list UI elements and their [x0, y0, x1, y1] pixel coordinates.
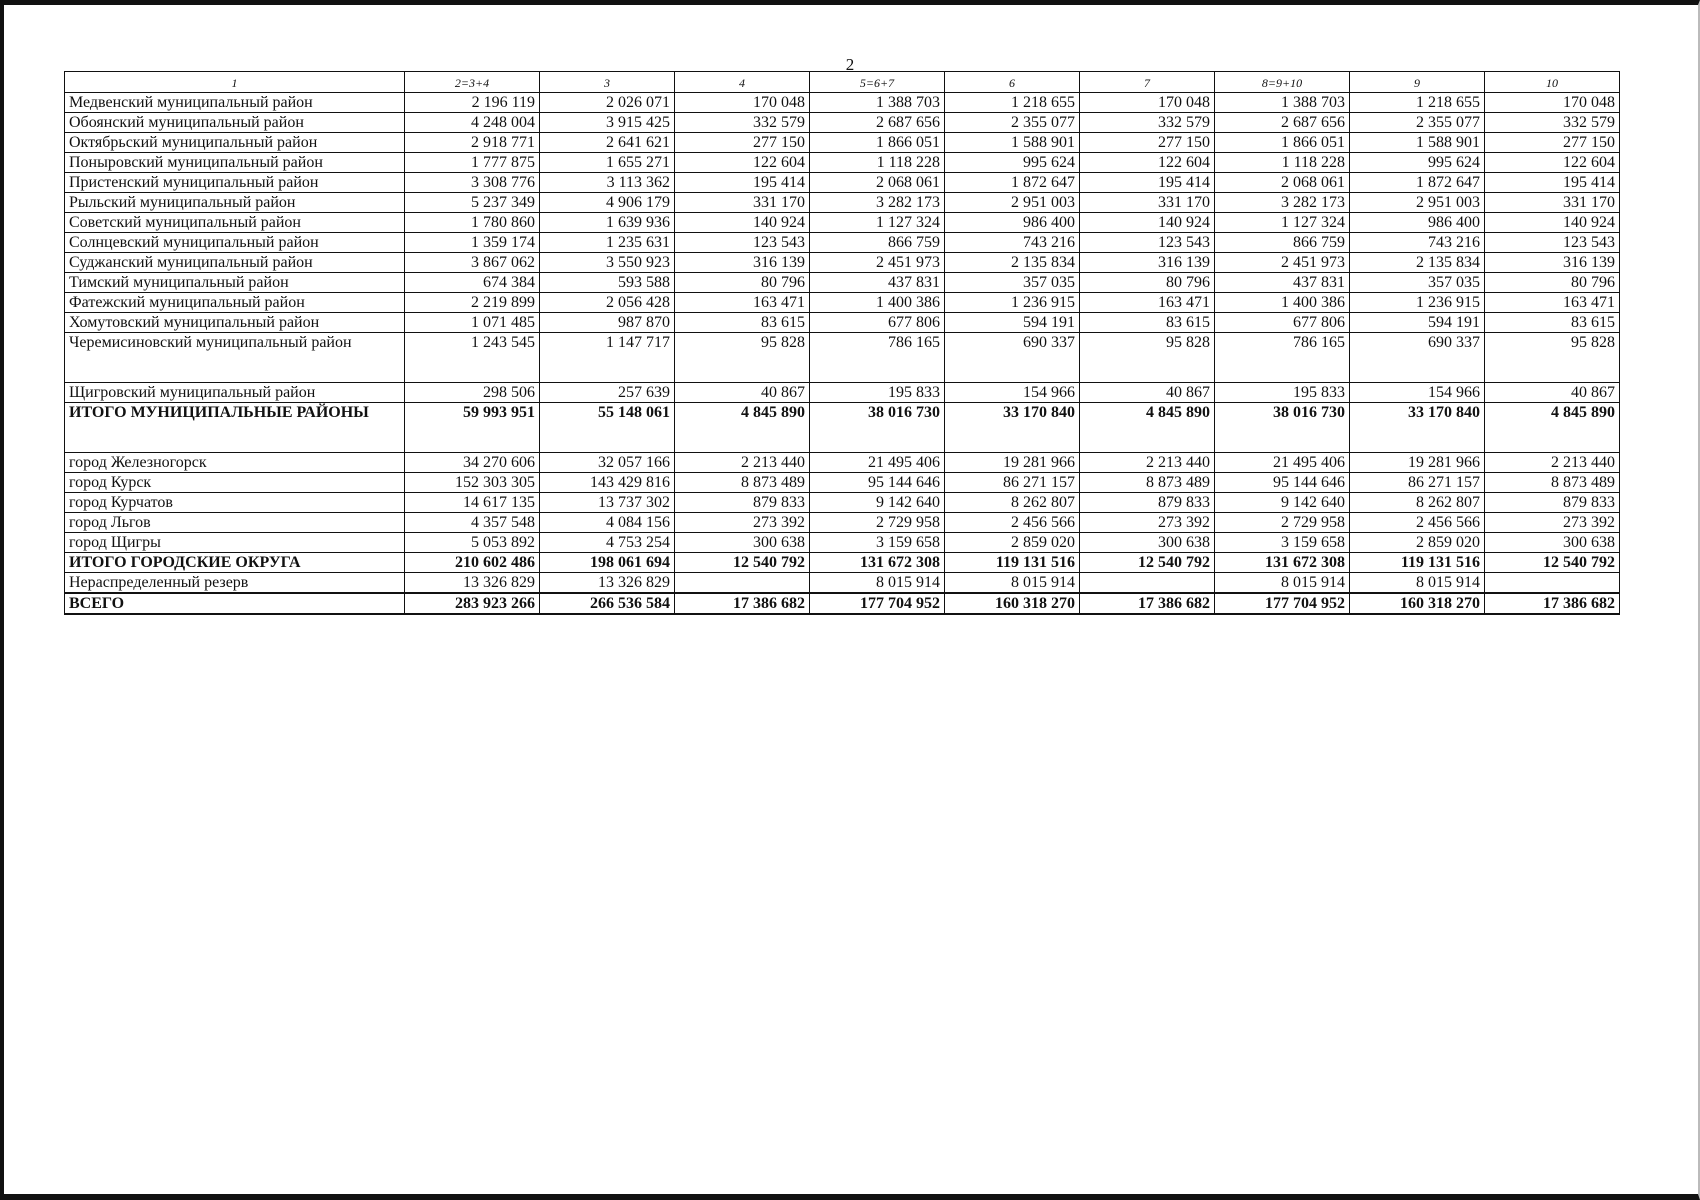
value-cell-col-7: 170 048 [1080, 93, 1215, 113]
table-row [65, 573, 1620, 594]
value-cell-col-9: 357 035 [1350, 273, 1485, 293]
header-col-6: 6 [945, 72, 1080, 93]
value-cell-col-8: 2 729 958 [1215, 513, 1350, 533]
value-cell-col-10: 2 213 440 [1485, 453, 1620, 473]
value-cell-col-9: 154 966 [1350, 383, 1485, 403]
value-cell-col-3: 143 429 816 [540, 473, 675, 493]
value-cell-col-6: 8 015 914 [945, 573, 1080, 594]
value-cell-col-9: 86 271 157 [1350, 473, 1485, 493]
value-cell-col-4: 83 615 [675, 313, 810, 333]
row-name-cell: Суджанский муниципальный район [65, 253, 405, 273]
value-cell-col-3: 257 639 [540, 383, 675, 403]
value-cell-col-6: 1 588 901 [945, 133, 1080, 153]
value-cell-col-9: 8 015 914 [1350, 573, 1485, 594]
value-cell-col-4: 95 828 [675, 333, 810, 383]
value-cell-col-4: 123 543 [675, 233, 810, 253]
value-cell-col-3: 2 026 071 [540, 93, 675, 113]
value-cell-col-5: 177 704 952 [810, 593, 945, 614]
value-cell-col-6: 8 262 807 [945, 493, 1080, 513]
value-cell-col-2: 152 303 305 [405, 473, 540, 493]
table-row [65, 383, 1620, 403]
value-cell-col-6: 986 400 [945, 213, 1080, 233]
value-cell-col-8: 1 118 228 [1215, 153, 1350, 173]
row-name-cell: город Щигры [65, 533, 405, 553]
value-cell-col-10: 12 540 792 [1485, 553, 1620, 573]
value-cell-col-4: 8 873 489 [675, 473, 810, 493]
table-row [65, 173, 1620, 193]
value-cell-col-10: 122 604 [1485, 153, 1620, 173]
value-cell-col-8: 1 400 386 [1215, 293, 1350, 313]
value-cell-col-4: 300 638 [675, 533, 810, 553]
value-cell-col-6: 2 135 834 [945, 253, 1080, 273]
value-cell-col-10: 140 924 [1485, 213, 1620, 233]
table-row [65, 333, 1620, 383]
value-cell-col-6: 2 951 003 [945, 193, 1080, 213]
row-name-cell: Фатежский муниципальный район [65, 293, 405, 313]
value-cell-col-8: 677 806 [1215, 313, 1350, 333]
value-cell-col-5: 21 495 406 [810, 453, 945, 473]
value-cell-col-8: 21 495 406 [1215, 453, 1350, 473]
value-cell-col-3: 1 655 271 [540, 153, 675, 173]
table-row [65, 493, 1620, 513]
value-cell-col-10 [1485, 573, 1620, 594]
value-cell-col-5: 2 687 656 [810, 113, 945, 133]
value-cell-col-5: 866 759 [810, 233, 945, 253]
value-cell-col-2: 34 270 606 [405, 453, 540, 473]
value-cell-col-2: 5 237 349 [405, 193, 540, 213]
value-cell-col-4 [675, 573, 810, 594]
row-name-cell: Щигровский муниципальный район [65, 383, 405, 403]
value-cell-col-5: 2 068 061 [810, 173, 945, 193]
value-cell-col-3: 3 915 425 [540, 113, 675, 133]
value-cell-col-10: 195 414 [1485, 173, 1620, 193]
value-cell-col-6: 33 170 840 [945, 403, 1080, 453]
header-col-3: 3 [540, 72, 675, 93]
table-row [65, 213, 1620, 233]
table-row [65, 233, 1620, 253]
header-col-10: 10 [1485, 72, 1620, 93]
value-cell-col-5: 38 016 730 [810, 403, 945, 453]
value-cell-col-8: 195 833 [1215, 383, 1350, 403]
value-cell-col-4: 170 048 [675, 93, 810, 113]
value-cell-col-2: 1 359 174 [405, 233, 540, 253]
value-cell-col-2: 283 923 266 [405, 593, 540, 614]
value-cell-col-10: 80 796 [1485, 273, 1620, 293]
value-cell-col-2: 210 602 486 [405, 553, 540, 573]
value-cell-col-7: 300 638 [1080, 533, 1215, 553]
value-cell-col-2: 13 326 829 [405, 573, 540, 594]
value-cell-col-2: 14 617 135 [405, 493, 540, 513]
value-cell-col-7: 4 845 890 [1080, 403, 1215, 453]
value-cell-col-2: 59 993 951 [405, 403, 540, 453]
value-cell-col-8: 8 015 914 [1215, 573, 1350, 594]
value-cell-col-2: 3 867 062 [405, 253, 540, 273]
value-cell-col-10: 40 867 [1485, 383, 1620, 403]
value-cell-col-10: 879 833 [1485, 493, 1620, 513]
value-cell-col-2: 1 777 875 [405, 153, 540, 173]
value-cell-col-6: 1 236 915 [945, 293, 1080, 313]
table-body [65, 93, 1620, 615]
row-name-cell: город Льгов [65, 513, 405, 533]
value-cell-col-9: 1 872 647 [1350, 173, 1485, 193]
table-row [65, 93, 1620, 113]
value-cell-col-3: 32 057 166 [540, 453, 675, 473]
value-cell-col-9: 19 281 966 [1350, 453, 1485, 473]
value-cell-col-7: 40 867 [1080, 383, 1215, 403]
value-cell-col-4: 277 150 [675, 133, 810, 153]
value-cell-col-10: 170 048 [1485, 93, 1620, 113]
value-cell-col-7: 879 833 [1080, 493, 1215, 513]
row-name-cell: Нераспределенный резерв [65, 573, 405, 594]
row-name-cell: Пристенский муниципальный район [65, 173, 405, 193]
value-cell-col-8: 866 759 [1215, 233, 1350, 253]
value-cell-col-9: 160 318 270 [1350, 593, 1485, 614]
budget-table [64, 71, 1620, 615]
value-cell-col-4: 80 796 [675, 273, 810, 293]
value-cell-col-5: 786 165 [810, 333, 945, 383]
value-cell-col-4: 2 213 440 [675, 453, 810, 473]
value-cell-col-2: 4 357 548 [405, 513, 540, 533]
row-name-cell: город Железногорск [65, 453, 405, 473]
table-row [65, 473, 1620, 493]
value-cell-col-6: 1 872 647 [945, 173, 1080, 193]
value-cell-col-4: 163 471 [675, 293, 810, 313]
value-cell-col-3: 266 536 584 [540, 593, 675, 614]
value-cell-col-4: 40 867 [675, 383, 810, 403]
value-cell-col-7: 8 873 489 [1080, 473, 1215, 493]
value-cell-col-7: 83 615 [1080, 313, 1215, 333]
header-col-7: 7 [1080, 72, 1215, 93]
value-cell-col-10: 83 615 [1485, 313, 1620, 333]
value-cell-col-4: 273 392 [675, 513, 810, 533]
row-name-cell: Черемисиновский муниципальный район [65, 333, 405, 383]
row-name-cell: Тимский муниципальный район [65, 273, 405, 293]
value-cell-col-7: 331 170 [1080, 193, 1215, 213]
value-cell-col-9: 986 400 [1350, 213, 1485, 233]
value-cell-col-6: 357 035 [945, 273, 1080, 293]
value-cell-col-10: 332 579 [1485, 113, 1620, 133]
value-cell-col-3: 13 737 302 [540, 493, 675, 513]
table-row [65, 453, 1620, 473]
value-cell-col-4: 140 924 [675, 213, 810, 233]
value-cell-col-10: 331 170 [1485, 193, 1620, 213]
value-cell-col-3: 3 113 362 [540, 173, 675, 193]
table-row [65, 593, 1620, 614]
value-cell-col-3: 55 148 061 [540, 403, 675, 453]
value-cell-col-3: 987 870 [540, 313, 675, 333]
value-cell-col-3: 4 084 156 [540, 513, 675, 533]
row-name-cell: Медвенский муниципальный район [65, 93, 405, 113]
value-cell-col-9: 1 588 901 [1350, 133, 1485, 153]
table-row [65, 113, 1620, 133]
value-cell-col-7: 12 540 792 [1080, 553, 1215, 573]
value-cell-col-6: 154 966 [945, 383, 1080, 403]
value-cell-col-6: 160 318 270 [945, 593, 1080, 614]
value-cell-col-10: 273 392 [1485, 513, 1620, 533]
table-row [65, 293, 1620, 313]
value-cell-col-7: 140 924 [1080, 213, 1215, 233]
page-number: 2 [845, 55, 855, 74]
value-cell-col-7: 332 579 [1080, 113, 1215, 133]
value-cell-col-7: 17 386 682 [1080, 593, 1215, 614]
value-cell-col-4: 195 414 [675, 173, 810, 193]
value-cell-col-10: 123 543 [1485, 233, 1620, 253]
value-cell-col-6: 86 271 157 [945, 473, 1080, 493]
value-cell-col-2: 298 506 [405, 383, 540, 403]
value-cell-col-8: 1 388 703 [1215, 93, 1350, 113]
value-cell-col-5: 9 142 640 [810, 493, 945, 513]
value-cell-col-2: 2 219 899 [405, 293, 540, 313]
header-col-5: 5=6+7 [810, 72, 945, 93]
table-row [65, 273, 1620, 293]
value-cell-col-6: 2 859 020 [945, 533, 1080, 553]
table-row [65, 153, 1620, 173]
value-cell-col-10: 17 386 682 [1485, 593, 1620, 614]
row-name-cell: Октябрьский муниципальный район [65, 133, 405, 153]
value-cell-col-5: 3 282 173 [810, 193, 945, 213]
row-name-cell: ВСЕГО [65, 593, 405, 614]
value-cell-col-8: 9 142 640 [1215, 493, 1350, 513]
value-cell-col-9: 33 170 840 [1350, 403, 1485, 453]
value-cell-col-9: 2 951 003 [1350, 193, 1485, 213]
value-cell-col-7 [1080, 573, 1215, 594]
value-cell-col-7: 195 414 [1080, 173, 1215, 193]
value-cell-col-7: 122 604 [1080, 153, 1215, 173]
value-cell-col-5: 131 672 308 [810, 553, 945, 573]
value-cell-col-9: 1 218 655 [1350, 93, 1485, 113]
value-cell-col-4: 17 386 682 [675, 593, 810, 614]
table-row [65, 553, 1620, 573]
value-cell-col-10: 316 139 [1485, 253, 1620, 273]
row-name-cell: ИТОГО МУНИЦИПАЛЬНЫЕ РАЙОНЫ [65, 403, 405, 453]
value-cell-col-3: 1 147 717 [540, 333, 675, 383]
row-name-cell: Обоянский муниципальный район [65, 113, 405, 133]
value-cell-col-5: 1 866 051 [810, 133, 945, 153]
value-cell-col-7: 95 828 [1080, 333, 1215, 383]
row-name-cell: ИТОГО ГОРОДСКИЕ ОКРУГА [65, 553, 405, 573]
value-cell-col-8: 2 451 973 [1215, 253, 1350, 273]
value-cell-col-8: 3 159 658 [1215, 533, 1350, 553]
table-row [65, 193, 1620, 213]
header-col-4: 4 [675, 72, 810, 93]
value-cell-col-7: 123 543 [1080, 233, 1215, 253]
value-cell-col-9: 8 262 807 [1350, 493, 1485, 513]
value-cell-col-2: 4 248 004 [405, 113, 540, 133]
value-cell-col-2: 1 243 545 [405, 333, 540, 383]
value-cell-col-9: 594 191 [1350, 313, 1485, 333]
row-name-cell: Хомутовский муниципальный район [65, 313, 405, 333]
value-cell-col-2: 1 071 485 [405, 313, 540, 333]
header-col-8: 8=9+10 [1215, 72, 1350, 93]
row-name-cell: город Курск [65, 473, 405, 493]
value-cell-col-2: 2 196 119 [405, 93, 540, 113]
row-name-cell: Советский муниципальный район [65, 213, 405, 233]
value-cell-col-2: 2 918 771 [405, 133, 540, 153]
value-cell-col-5: 3 159 658 [810, 533, 945, 553]
value-cell-col-7: 2 213 440 [1080, 453, 1215, 473]
value-cell-col-5: 8 015 914 [810, 573, 945, 594]
value-cell-col-8: 437 831 [1215, 273, 1350, 293]
value-cell-col-8: 2 687 656 [1215, 113, 1350, 133]
table-row [65, 253, 1620, 273]
value-cell-col-5: 2 451 973 [810, 253, 945, 273]
value-cell-col-9: 743 216 [1350, 233, 1485, 253]
value-cell-col-6: 2 456 566 [945, 513, 1080, 533]
value-cell-col-7: 273 392 [1080, 513, 1215, 533]
value-cell-col-2: 3 308 776 [405, 173, 540, 193]
value-cell-col-10: 163 471 [1485, 293, 1620, 313]
value-cell-col-8: 786 165 [1215, 333, 1350, 383]
value-cell-col-4: 332 579 [675, 113, 810, 133]
value-cell-col-3: 1 639 936 [540, 213, 675, 233]
value-cell-col-2: 1 780 860 [405, 213, 540, 233]
value-cell-col-3: 2 056 428 [540, 293, 675, 313]
value-cell-col-9: 119 131 516 [1350, 553, 1485, 573]
value-cell-col-8: 3 282 173 [1215, 193, 1350, 213]
value-cell-col-8: 177 704 952 [1215, 593, 1350, 614]
value-cell-col-7: 80 796 [1080, 273, 1215, 293]
row-name-cell: Поныровский муниципальный район [65, 153, 405, 173]
value-cell-col-6: 690 337 [945, 333, 1080, 383]
value-cell-col-8: 1 127 324 [1215, 213, 1350, 233]
value-cell-col-9: 2 135 834 [1350, 253, 1485, 273]
value-cell-col-5: 1 118 228 [810, 153, 945, 173]
value-cell-col-10: 8 873 489 [1485, 473, 1620, 493]
table-row [65, 403, 1620, 453]
value-cell-col-6: 743 216 [945, 233, 1080, 253]
value-cell-col-3: 13 326 829 [540, 573, 675, 594]
value-cell-col-6: 1 218 655 [945, 93, 1080, 113]
value-cell-col-3: 2 641 621 [540, 133, 675, 153]
value-cell-col-4: 879 833 [675, 493, 810, 513]
header-col-2: 2=3+4 [405, 72, 540, 93]
value-cell-col-10: 95 828 [1485, 333, 1620, 383]
table-row [65, 533, 1620, 553]
value-cell-col-7: 163 471 [1080, 293, 1215, 313]
table-row [65, 313, 1620, 333]
value-cell-col-3: 593 588 [540, 273, 675, 293]
row-name-cell: Солнцевский муниципальный район [65, 233, 405, 253]
value-cell-col-9: 1 236 915 [1350, 293, 1485, 313]
value-cell-col-3: 198 061 694 [540, 553, 675, 573]
value-cell-col-3: 4 753 254 [540, 533, 675, 553]
row-name-cell: город Курчатов [65, 493, 405, 513]
value-cell-col-8: 95 144 646 [1215, 473, 1350, 493]
value-cell-col-5: 1 400 386 [810, 293, 945, 313]
table-row [65, 133, 1620, 153]
value-cell-col-9: 2 859 020 [1350, 533, 1485, 553]
value-cell-col-5: 1 388 703 [810, 93, 945, 113]
value-cell-col-9: 2 355 077 [1350, 113, 1485, 133]
value-cell-col-8: 131 672 308 [1215, 553, 1350, 573]
value-cell-col-2: 674 384 [405, 273, 540, 293]
value-cell-col-10: 4 845 890 [1485, 403, 1620, 453]
value-cell-col-3: 1 235 631 [540, 233, 675, 253]
value-cell-col-7: 277 150 [1080, 133, 1215, 153]
value-cell-col-2: 5 053 892 [405, 533, 540, 553]
value-cell-col-3: 4 906 179 [540, 193, 675, 213]
value-cell-col-9: 995 624 [1350, 153, 1485, 173]
value-cell-col-5: 2 729 958 [810, 513, 945, 533]
value-cell-col-5: 1 127 324 [810, 213, 945, 233]
value-cell-col-4: 331 170 [675, 193, 810, 213]
value-cell-col-7: 316 139 [1080, 253, 1215, 273]
value-cell-col-5: 437 831 [810, 273, 945, 293]
table-row [65, 513, 1620, 533]
value-cell-col-3: 3 550 923 [540, 253, 675, 273]
value-cell-col-4: 122 604 [675, 153, 810, 173]
column-number-header [65, 72, 1620, 93]
value-cell-col-8: 1 866 051 [1215, 133, 1350, 153]
value-cell-col-6: 995 624 [945, 153, 1080, 173]
value-cell-col-5: 677 806 [810, 313, 945, 333]
value-cell-col-10: 300 638 [1485, 533, 1620, 553]
value-cell-col-4: 4 845 890 [675, 403, 810, 453]
value-cell-col-6: 2 355 077 [945, 113, 1080, 133]
value-cell-col-9: 690 337 [1350, 333, 1485, 383]
value-cell-col-6: 119 131 516 [945, 553, 1080, 573]
value-cell-col-5: 95 144 646 [810, 473, 945, 493]
value-cell-col-9: 2 456 566 [1350, 513, 1485, 533]
row-name-cell: Рыльский муниципальный район [65, 193, 405, 213]
value-cell-col-5: 195 833 [810, 383, 945, 403]
value-cell-col-4: 316 139 [675, 253, 810, 273]
header-col-9: 9 [1350, 72, 1485, 93]
value-cell-col-6: 594 191 [945, 313, 1080, 333]
value-cell-col-6: 19 281 966 [945, 453, 1080, 473]
value-cell-col-8: 38 016 730 [1215, 403, 1350, 453]
value-cell-col-4: 12 540 792 [675, 553, 810, 573]
value-cell-col-10: 277 150 [1485, 133, 1620, 153]
header-col-1: 1 [65, 72, 405, 93]
value-cell-col-8: 2 068 061 [1215, 173, 1350, 193]
